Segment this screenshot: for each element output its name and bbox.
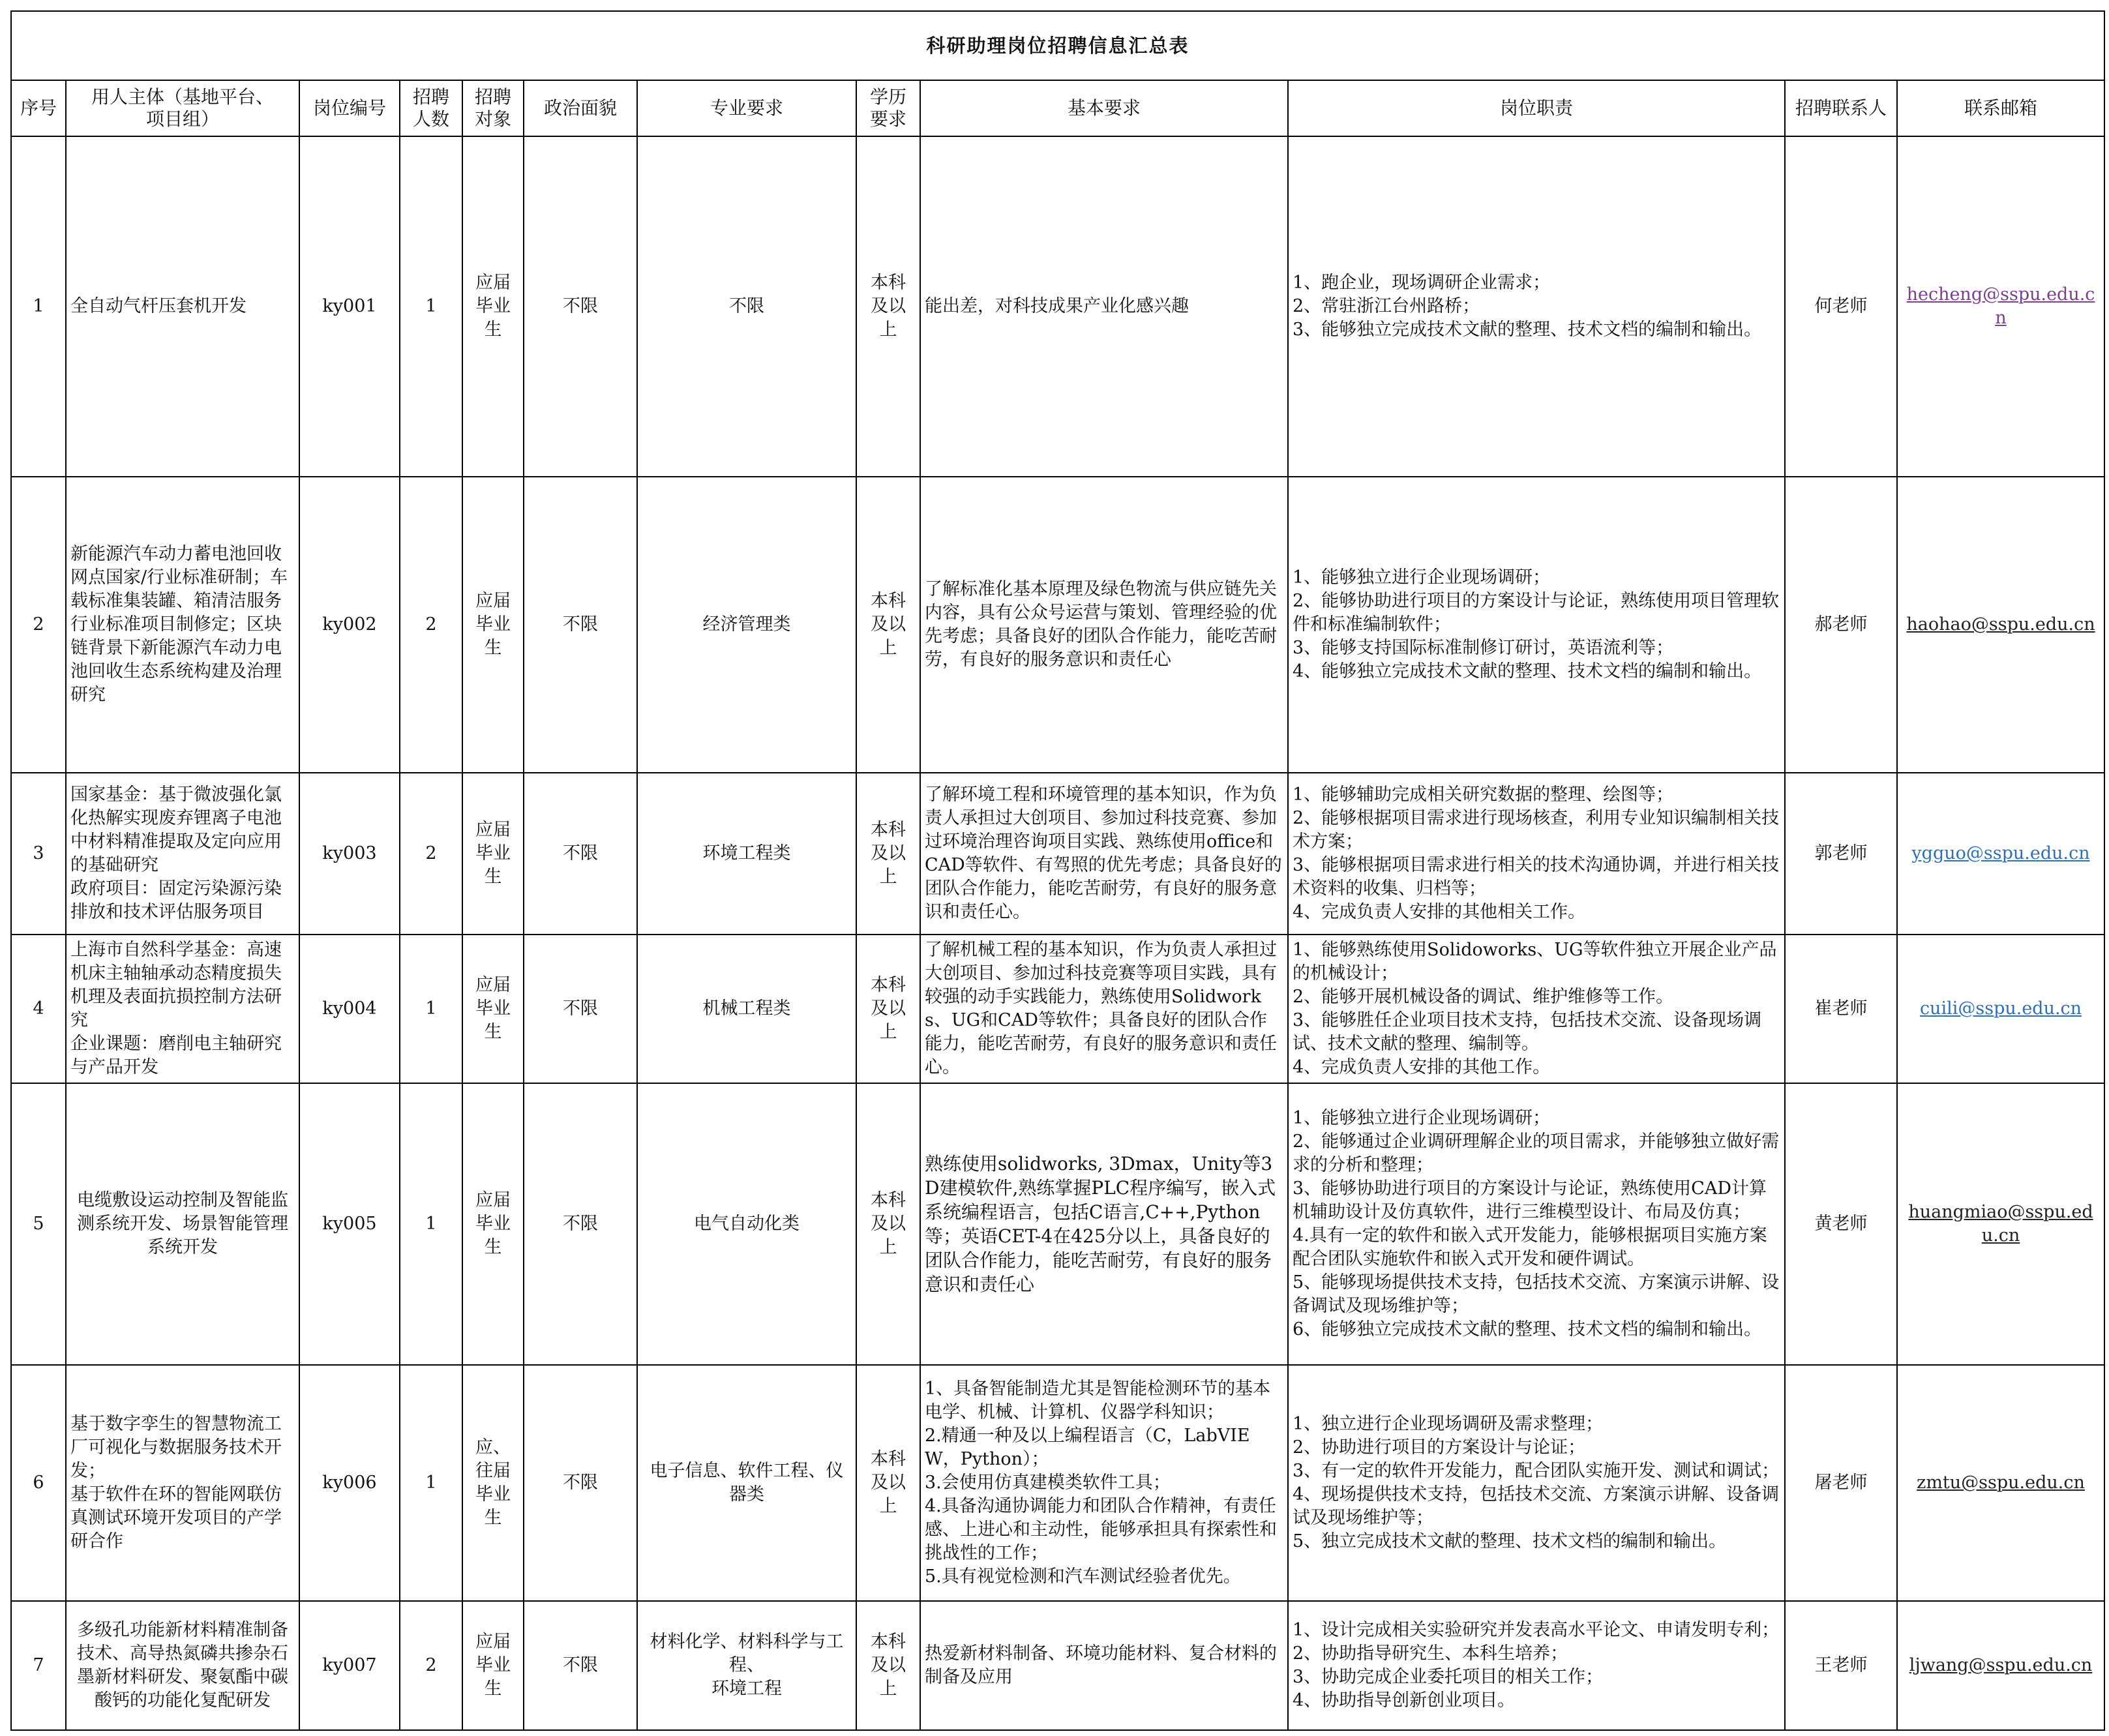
- cell-degree: 本科 及以 上: [856, 136, 920, 477]
- cell-code: ky001: [299, 136, 400, 477]
- cell-employer: 国家基金：基于微波强化氯化热解实现废弃锂离子电池中材料精准提取及定向应用的基础研究 政府项目：固定污染源污染排放和技术评估服务项目: [66, 773, 299, 935]
- cell-employer: 多级孔功能新材料精准制备技术、高导热氮磷共掺杂石墨新材料研发、聚氨酯中碳酸钙的功能化复配研发: [66, 1601, 299, 1730]
- header-duty: 岗位职责: [1288, 80, 1785, 136]
- cell-seq: 7: [11, 1601, 66, 1730]
- cell-seq: 3: [11, 773, 66, 935]
- cell-degree: 本科 及以 上: [856, 1601, 920, 1730]
- cell-count: 1: [400, 935, 462, 1083]
- header-employer: 用人主体（基地平台、 项目组）: [66, 80, 299, 136]
- cell-contact: 王老师: [1785, 1601, 1897, 1730]
- cell-target: 应届 毕业 生: [462, 136, 524, 477]
- cell-duty: 1、能够熟练使用Solidoworks、UG等软件独立开展企业产品的机械设计； 2、能够开展机械设备的调试、维护维修等工作。 3、能够胜任企业项目技术支持，包括技术交流、设备现场调试、技术文献的整理、编制等。 4、完成负责人安排的其他工作。: [1288, 935, 1785, 1083]
- cell-duty: 1、能够独立进行企业现场调研； 2、能够协助进行项目的方案设计与论证，熟练使用项目管理软件和标准编制软件； 3、能够支持国际标准制修订研讨，英语流利等； 4、能够独立完成技术文献的整理、技术文档的编制和输出。: [1288, 477, 1785, 773]
- email-link[interactable]: zmtu@sspu.edu.cn: [1897, 1365, 2104, 1601]
- cell-basic: 能出差，对科技成果产业化感兴趣: [920, 136, 1288, 477]
- table-row: [11, 1365, 2104, 1601]
- cell-major: 电子信息、软件工程、仪器类: [637, 1365, 856, 1601]
- cell-politics: 不限: [524, 477, 637, 773]
- header-basic: 基本要求: [920, 80, 1288, 136]
- cell-employer: 基于数字孪生的智慧物流工厂可视化与数据服务技术开发； 基于软件在环的智能网联仿真测试环境开发项目的产学研合作: [66, 1365, 299, 1601]
- cell-major: 环境工程类: [637, 773, 856, 935]
- table-row: [11, 1601, 2104, 1730]
- header-seq: 序号: [11, 80, 66, 136]
- header-count: 招聘 人数: [400, 80, 462, 136]
- cell-code: ky004: [299, 935, 400, 1083]
- cell-seq: 5: [11, 1083, 66, 1365]
- cell-degree: 本科 及以 上: [856, 773, 920, 935]
- cell-duty: 1、跑企业，现场调研企业需求； 2、常驻浙江台州路桥； 3、能够独立完成技术文献的整理、技术文档的编制和输出。: [1288, 136, 1785, 477]
- cell-employer: 上海市自然科学基金：高速机床主轴轴承动态精度损失机理及表面抗损控制方法研究 企业课题：磨削电主轴研究与产品开发: [66, 935, 299, 1083]
- cell-count: 2: [400, 773, 462, 935]
- cell-politics: 不限: [524, 1083, 637, 1365]
- cell-target: 应届 毕业 生: [462, 1083, 524, 1365]
- cell-seq: 1: [11, 136, 66, 477]
- cell-degree: 本科 及以 上: [856, 935, 920, 1083]
- cell-basic: 热爱新材料制备、环境功能材料、复合材料的制备及应用: [920, 1601, 1288, 1730]
- email-link[interactable]: haohao@sspu.edu.cn: [1897, 477, 2104, 773]
- cell-count: 1: [400, 1083, 462, 1365]
- email-link[interactable]: ljwang@sspu.edu.cn: [1897, 1601, 2104, 1730]
- table-row: [11, 136, 2104, 477]
- recruitment-table: [10, 10, 2105, 1731]
- cell-major: 材料化学、材料科学与工程、 环境工程: [637, 1601, 856, 1730]
- cell-employer: 全自动气杆压套机开发: [66, 136, 299, 477]
- header-email: 联系邮箱: [1897, 80, 2104, 136]
- cell-count: 1: [400, 136, 462, 477]
- cell-code: ky007: [299, 1601, 400, 1730]
- cell-contact: 郝老师: [1785, 477, 1897, 773]
- cell-duty: 1、设计完成相关实验研究并发表高水平论文、申请发明专利； 2、协助指导研究生、本科生培养； 3、协助完成企业委托项目的相关工作； 4、协助指导创新创业项目。: [1288, 1601, 1785, 1730]
- cell-contact: 崔老师: [1785, 935, 1897, 1083]
- email-link[interactable]: huangmiao@sspu.edu.cn: [1897, 1083, 2104, 1365]
- cell-target: 应、 往届 毕业 生: [462, 1365, 524, 1601]
- cell-major: 电气自动化类: [637, 1083, 856, 1365]
- cell-major: 机械工程类: [637, 935, 856, 1083]
- header-code: 岗位编号: [299, 80, 400, 136]
- cell-politics: 不限: [524, 136, 637, 477]
- table-row: [11, 935, 2104, 1083]
- cell-basic: 了解环境工程和环境管理的基本知识，作为负责人承担过大创项目、参加过科技竞赛、参加过环境治理咨询项目实践、熟练使用office和CAD等软件、有驾照的优先考虑；具备良好的团队合作能力，能吃苦耐劳，有良好的服务意识和责任心。: [920, 773, 1288, 935]
- cell-basic: 了解标准化基本原理及绿色物流与供应链先关内容，具有公众号运营与策划、管理经验的优先考虑；具备良好的团队合作能力，能吃苦耐劳，有良好的服务意识和责任心: [920, 477, 1288, 773]
- cell-seq: 6: [11, 1365, 66, 1601]
- cell-contact: 黄老师: [1785, 1083, 1897, 1365]
- cell-politics: 不限: [524, 935, 637, 1083]
- cell-major: 经济管理类: [637, 477, 856, 773]
- cell-code: ky006: [299, 1365, 400, 1601]
- cell-target: 应届 毕业 生: [462, 477, 524, 773]
- cell-code: ky005: [299, 1083, 400, 1365]
- cell-politics: 不限: [524, 773, 637, 935]
- cell-count: 1: [400, 1365, 462, 1601]
- cell-basic: 熟练使用solidworks, 3Dmax，Unity等3D建模软件,熟练掌握PLC程序编写，嵌入式系统编程语言，包括C语言,C++,Python等；英语CET-4在425分以上，具备良好的团队合作能力，能吃苦耐劳，有良好的服务意识和责任心: [920, 1083, 1288, 1365]
- cell-contact: 何老师: [1785, 136, 1897, 477]
- cell-basic: 1、具备智能制造尤其是智能检测环节的基本电学、机械、计算机、仪器学科知识； 2.精通一种及以上编程语言（C，LabVIEW，Python）； 3.会使用仿真建模类软件工具； 4.具备沟通协调能力和团队合作精神，有责任感、上进心和主动性，能够承担具有探索性和挑战性的工作； 5.具有视觉检测和汽车测试经验者优先。: [920, 1365, 1288, 1601]
- cell-code: ky002: [299, 477, 400, 773]
- cell-seq: 4: [11, 935, 66, 1083]
- table-row: [11, 773, 2104, 935]
- cell-contact: 屠老师: [1785, 1365, 1897, 1601]
- email-link[interactable]: ygguo@sspu.edu.cn: [1897, 773, 2104, 935]
- cell-politics: 不限: [524, 1601, 637, 1730]
- cell-degree: 本科 及以 上: [856, 1083, 920, 1365]
- cell-contact: 郭老师: [1785, 773, 1897, 935]
- cell-target: 应届 毕业 生: [462, 773, 524, 935]
- cell-duty: 1、能够独立进行企业现场调研； 2、能够通过企业调研理解企业的项目需求，并能够独立做好需求的分析和整理； 3、能够协助进行项目的方案设计与论证，熟练使用CAD计算机辅助设计及仿真软件，进行三维模型设计、布局及仿真； 4.具有一定的软件和嵌入式开发能力，能够根据项目实施方案配合团队实施软件和嵌入式开发和硬件调试。 5、能够现场提供技术支持，包括技术交流、方案演示讲解、设备调试及现场维护等； 6、能够独立完成技术文献的整理、技术文档的编制和输出。: [1288, 1083, 1785, 1365]
- cell-target: 应届 毕业 生: [462, 1601, 524, 1730]
- cell-seq: 2: [11, 477, 66, 773]
- cell-basic: 了解机械工程的基本知识，作为负责人承担过大创项目、参加过科技竞赛等项目实践，具有较强的动手实践能力，熟练使用Solidworks、UG和CAD等软件；具备良好的团队合作能力，能吃苦耐劳，有良好的服务意识和责任心。: [920, 935, 1288, 1083]
- cell-count: 2: [400, 1601, 462, 1730]
- cell-degree: 本科 及以 上: [856, 1365, 920, 1601]
- header-contact: 招聘联系人: [1785, 80, 1897, 136]
- header-degree: 学历 要求: [856, 80, 920, 136]
- cell-major: 不限: [637, 136, 856, 477]
- table-row: [11, 477, 2104, 773]
- cell-politics: 不限: [524, 1365, 637, 1601]
- cell-code: ky003: [299, 773, 400, 935]
- cell-employer: 电缆敷设运动控制及智能监测系统开发、场景智能管理系统开发: [66, 1083, 299, 1365]
- cell-duty: 1、独立进行企业现场调研及需求整理； 2、协助进行项目的方案设计与论证； 3、有一定的软件开发能力，配合团队实施开发、测试和调试； 4、现场提供技术支持，包括技术交流、方案演示讲解、设备调试及现场维护等； 5、独立完成技术文献的整理、技术文档的编制和输出。: [1288, 1365, 1785, 1601]
- header-major: 专业要求: [637, 80, 856, 136]
- cell-employer: 新能源汽车动力蓄电池回收网点国家/行业标准研制；车载标准集装罐、箱清洁服务行业标准项目制修定；区块链背景下新能源汽车动力电池回收生态系统构建及治理研究: [66, 477, 299, 773]
- header-row: [11, 80, 2104, 136]
- header-politics: 政治面貌: [524, 80, 637, 136]
- cell-target: 应届 毕业 生: [462, 935, 524, 1083]
- email-link[interactable]: hecheng@sspu.edu.cn: [1897, 136, 2104, 477]
- table-row: [11, 1083, 2104, 1365]
- header-target: 招聘 对象: [462, 80, 524, 136]
- email-link[interactable]: cuili@sspu.edu.cn: [1897, 935, 2104, 1083]
- cell-count: 2: [400, 477, 462, 773]
- table-title: 科研助理岗位招聘信息汇总表: [11, 11, 2104, 80]
- cell-degree: 本科 及以 上: [856, 477, 920, 773]
- cell-duty: 1、能够辅助完成相关研究数据的整理、绘图等； 2、能够根据项目需求进行现场核查，利用专业知识编制相关技术方案； 3、能够根据项目需求进行相关的技术沟通协调，并进行相关技术资料的收集、归档等； 4、完成负责人安排的其他相关工作。: [1288, 773, 1785, 935]
